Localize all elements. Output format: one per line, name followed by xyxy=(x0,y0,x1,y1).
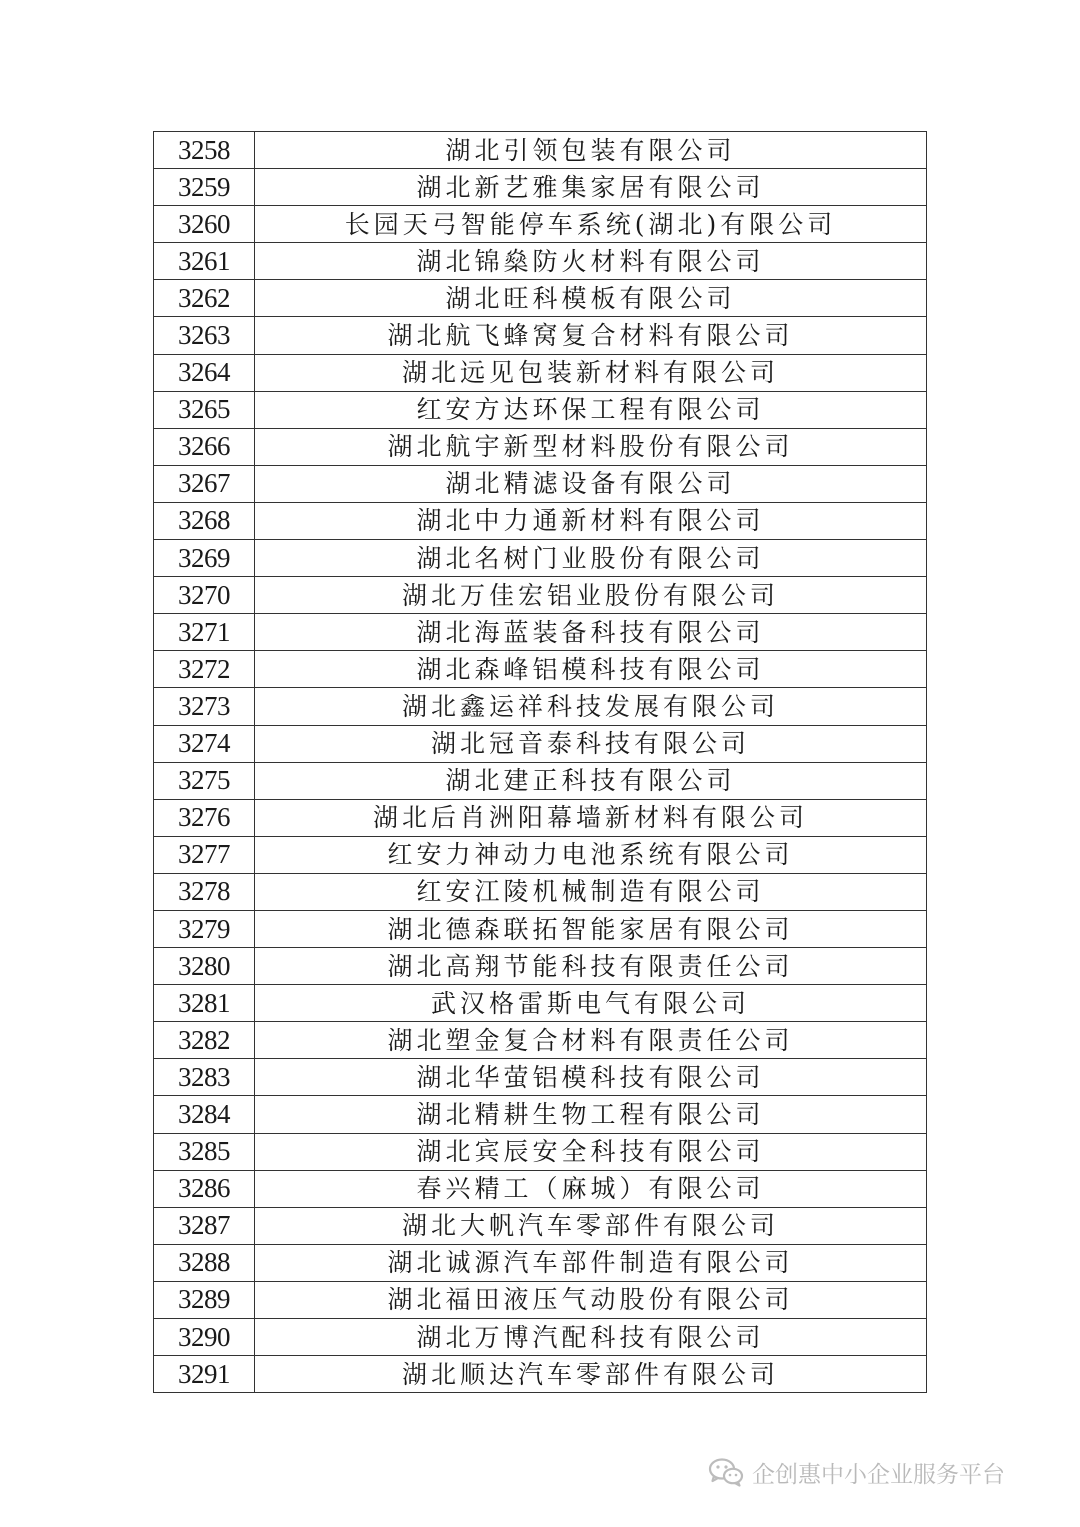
company-name: 湖北塑金复合材料有限责任公司 xyxy=(255,1022,927,1059)
company-name: 湖北福田液压气动股份有限公司 xyxy=(255,1281,927,1318)
table-row xyxy=(154,910,927,947)
company-name: 湖北海蓝装备科技有限公司 xyxy=(255,614,927,651)
row-number: 3274 xyxy=(154,725,255,762)
wechat-icon xyxy=(708,1457,744,1487)
company-list-body xyxy=(154,132,927,1393)
row-number: 3258 xyxy=(154,132,255,169)
company-name: 春兴精工（麻城）有限公司 xyxy=(255,1170,927,1207)
table-row xyxy=(154,169,927,206)
row-number: 3269 xyxy=(154,540,255,577)
row-number: 3268 xyxy=(154,502,255,539)
table-row xyxy=(154,1319,927,1356)
company-name: 湖北万佳宏铝业股份有限公司 xyxy=(255,577,927,614)
table-row xyxy=(154,428,927,465)
company-name: 湖北万博汽配科技有限公司 xyxy=(255,1319,927,1356)
row-number: 3283 xyxy=(154,1059,255,1096)
table-row xyxy=(154,1022,927,1059)
company-name: 武汉格雷斯电气有限公司 xyxy=(255,985,927,1022)
table-row xyxy=(154,985,927,1022)
row-number: 3266 xyxy=(154,428,255,465)
row-number: 3291 xyxy=(154,1356,255,1393)
table-row xyxy=(154,873,927,910)
row-number: 3278 xyxy=(154,873,255,910)
table-row xyxy=(154,1170,927,1207)
table-row xyxy=(154,1356,927,1393)
table-row xyxy=(154,799,927,836)
company-name: 红安力神动力电池系统有限公司 xyxy=(255,836,927,873)
row-number: 3290 xyxy=(154,1319,255,1356)
table-row xyxy=(154,132,927,169)
table-row xyxy=(154,1244,927,1281)
row-number: 3264 xyxy=(154,354,255,391)
company-name: 湖北锦燊防火材料有限公司 xyxy=(255,243,927,280)
company-name: 湖北旺科模板有限公司 xyxy=(255,280,927,317)
company-name: 湖北引领包装有限公司 xyxy=(255,132,927,169)
company-name: 长园天弓智能停车系统(湖北)有限公司 xyxy=(255,206,927,243)
row-number: 3262 xyxy=(154,280,255,317)
table-row xyxy=(154,317,927,354)
company-name: 湖北新艺雅集家居有限公司 xyxy=(255,169,927,206)
company-name: 湖北精耕生物工程有限公司 xyxy=(255,1096,927,1133)
company-name: 湖北宾辰安全科技有限公司 xyxy=(255,1133,927,1170)
row-number: 3285 xyxy=(154,1133,255,1170)
company-name: 湖北诚源汽车部件制造有限公司 xyxy=(255,1244,927,1281)
row-number: 3286 xyxy=(154,1170,255,1207)
table-row xyxy=(154,465,927,502)
company-name: 湖北中力通新材料有限公司 xyxy=(255,502,927,539)
table-row xyxy=(154,1096,927,1133)
table-row xyxy=(154,502,927,539)
row-number: 3277 xyxy=(154,836,255,873)
row-number: 3287 xyxy=(154,1207,255,1244)
table-row xyxy=(154,391,927,428)
company-list-table xyxy=(153,131,927,1393)
row-number: 3275 xyxy=(154,762,255,799)
table-row xyxy=(154,614,927,651)
row-number: 3282 xyxy=(154,1022,255,1059)
company-name: 红安方达环保工程有限公司 xyxy=(255,391,927,428)
row-number: 3289 xyxy=(154,1281,255,1318)
company-name: 湖北后肖洲阳幕墙新材料有限公司 xyxy=(255,799,927,836)
company-name: 湖北高翔节能科技有限责任公司 xyxy=(255,948,927,985)
row-number: 3270 xyxy=(154,577,255,614)
table-row xyxy=(154,1281,927,1318)
company-name: 湖北精滤设备有限公司 xyxy=(255,465,927,502)
company-name: 红安江陵机械制造有限公司 xyxy=(255,873,927,910)
row-number: 3260 xyxy=(154,206,255,243)
table-row xyxy=(154,762,927,799)
row-number: 3288 xyxy=(154,1244,255,1281)
table-row xyxy=(154,540,927,577)
row-number: 3284 xyxy=(154,1096,255,1133)
table-row xyxy=(154,651,927,688)
company-name: 湖北远见包装新材料有限公司 xyxy=(255,354,927,391)
row-number: 3271 xyxy=(154,614,255,651)
row-number: 3281 xyxy=(154,985,255,1022)
table-row xyxy=(154,688,927,725)
company-name: 湖北森峰铝模科技有限公司 xyxy=(255,651,927,688)
watermark-text: 企创惠中小企业服务平台 xyxy=(752,1461,1005,1488)
company-name: 湖北名树门业股份有限公司 xyxy=(255,540,927,577)
table-row xyxy=(154,1059,927,1096)
row-number: 3279 xyxy=(154,910,255,947)
row-number: 3265 xyxy=(154,391,255,428)
table-row xyxy=(154,948,927,985)
row-number: 3272 xyxy=(154,651,255,688)
table-row xyxy=(154,725,927,762)
row-number: 3267 xyxy=(154,465,255,502)
row-number: 3273 xyxy=(154,688,255,725)
row-number: 3261 xyxy=(154,243,255,280)
row-number: 3280 xyxy=(154,948,255,985)
table-row xyxy=(154,206,927,243)
company-name: 湖北大帆汽车零部件有限公司 xyxy=(255,1207,927,1244)
table-row xyxy=(154,243,927,280)
watermark xyxy=(708,1452,1005,1492)
table-row xyxy=(154,836,927,873)
company-name: 湖北华萤铝模科技有限公司 xyxy=(255,1059,927,1096)
row-number: 3276 xyxy=(154,799,255,836)
table-row xyxy=(154,280,927,317)
row-number: 3263 xyxy=(154,317,255,354)
company-name: 湖北德森联拓智能家居有限公司 xyxy=(255,910,927,947)
company-name: 湖北航飞蜂窝复合材料有限公司 xyxy=(255,317,927,354)
table-row xyxy=(154,1207,927,1244)
table-row xyxy=(154,354,927,391)
company-name: 湖北冠音泰科技有限公司 xyxy=(255,725,927,762)
table-row xyxy=(154,1133,927,1170)
row-number: 3259 xyxy=(154,169,255,206)
company-name: 湖北顺达汽车零部件有限公司 xyxy=(255,1356,927,1393)
company-name: 湖北建正科技有限公司 xyxy=(255,762,927,799)
company-name: 湖北航宇新型材料股份有限公司 xyxy=(255,428,927,465)
company-name: 湖北鑫运祥科技发展有限公司 xyxy=(255,688,927,725)
table-row xyxy=(154,577,927,614)
